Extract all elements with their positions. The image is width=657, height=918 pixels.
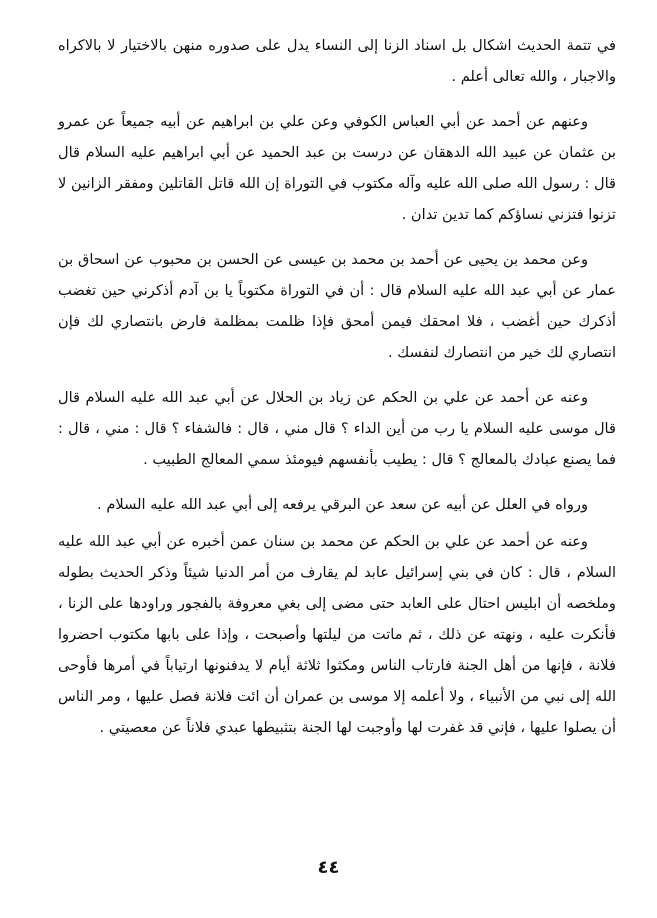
paragraph-1: في تتمة الحديث اشكال بل اسناد الزنا إلى النساء يدل على صدوره منهن بالاختيار لا بالاكراه والاجبار ، والله تعالى أعلم .: [58, 37, 616, 85]
paragraph-5: ورواه في العلل عن أبيه عن سعد عن البرقي يرفعه إلى أبي عبد الله عليه السلام .: [97, 496, 588, 513]
paragraph-3: وعن محمد بن يحيى عن أحمد بن محمد بن عيسى عن الحسن بن محبوب عن اسحاق بن عمار عن أبي عبد الله عليه السلام قال : أن في التوراة مكتوباً يا بن آدم أذكرني حين تغضب أذكرك حين أغضب ، فلا امحقك فيمن أمحق فإذا ظلمت بمظلمة فارض بانتصاري لك فإن انتصاري لك خير من انتصارك لنفسك .: [58, 251, 616, 361]
paragraph-2: وعنهم عن أحمد عن أبي العباس الكوفي وعن علي بن ابراهيم عن أبيه جميعاً عن عمرو بن عثمان عن عبيد الله الدهقان عن درست بن عبد الحميد عن أبي ابراهيم عليه السلام قال قال : رسول الله صلى الله عليه وآله مكتوب في التوراة إن الله قاتل القاتلين ومفقر الزانين لا تزنوا فتزني نساؤكم كما تدين تدان .: [58, 113, 616, 223]
paragraph-4: وعنه عن أحمد عن علي بن الحكم عن زياد بن الحلال عن أبي عبد الله عليه السلام قال قال موسى عليه السلام يا رب من أين الداء ؟ قال مني ، قال : فالشفاء ؟ قال : مني ، قال : فما يصنع عبادك بالمعالج ؟ قال : يطيب بأنفسهم فيومئذ سمي المعالج الطبيب .: [58, 389, 616, 468]
page-body: [58, 30, 616, 757]
page-number: ٤٤: [317, 857, 340, 878]
paragraph-6: وعنه عن أحمد عن علي بن الحكم عن محمد بن سنان عمن أخبره عن أبي عبد الله عليه السلام ، قال : كان في بني إسرائيل عابد لم يقارف من أمر الدنيا شيئاً وذكر الحديث بطوله وملخصه أن ابليس احتال على العابد حتى مضى إلى بغي معروفة بالفجور وراودها على الزنا ، فأنكرت عليه ، ونهته عن ذلك ، ثم ماتت من ليلتها وأصبحت ، وإذا على بابها مكتوب احضروا فلانة ، فإنها من أهل الجنة فارتاب الناس ومكثوا ثلاثة أيام لا يدفنونها ارتياباً في أمرها فأوحى الله إلى نبي من الأنبياء ، ولا أعلمه إلا موسى بن عمران أن ائت فلانة فصل عليها ، ومر الناس أن يصلوا عليها ، فإني قد غفرت لها وأوجبت لها الجنة بتثبيطها عبدي فلاناً عن معصيتي .: [58, 533, 616, 736]
